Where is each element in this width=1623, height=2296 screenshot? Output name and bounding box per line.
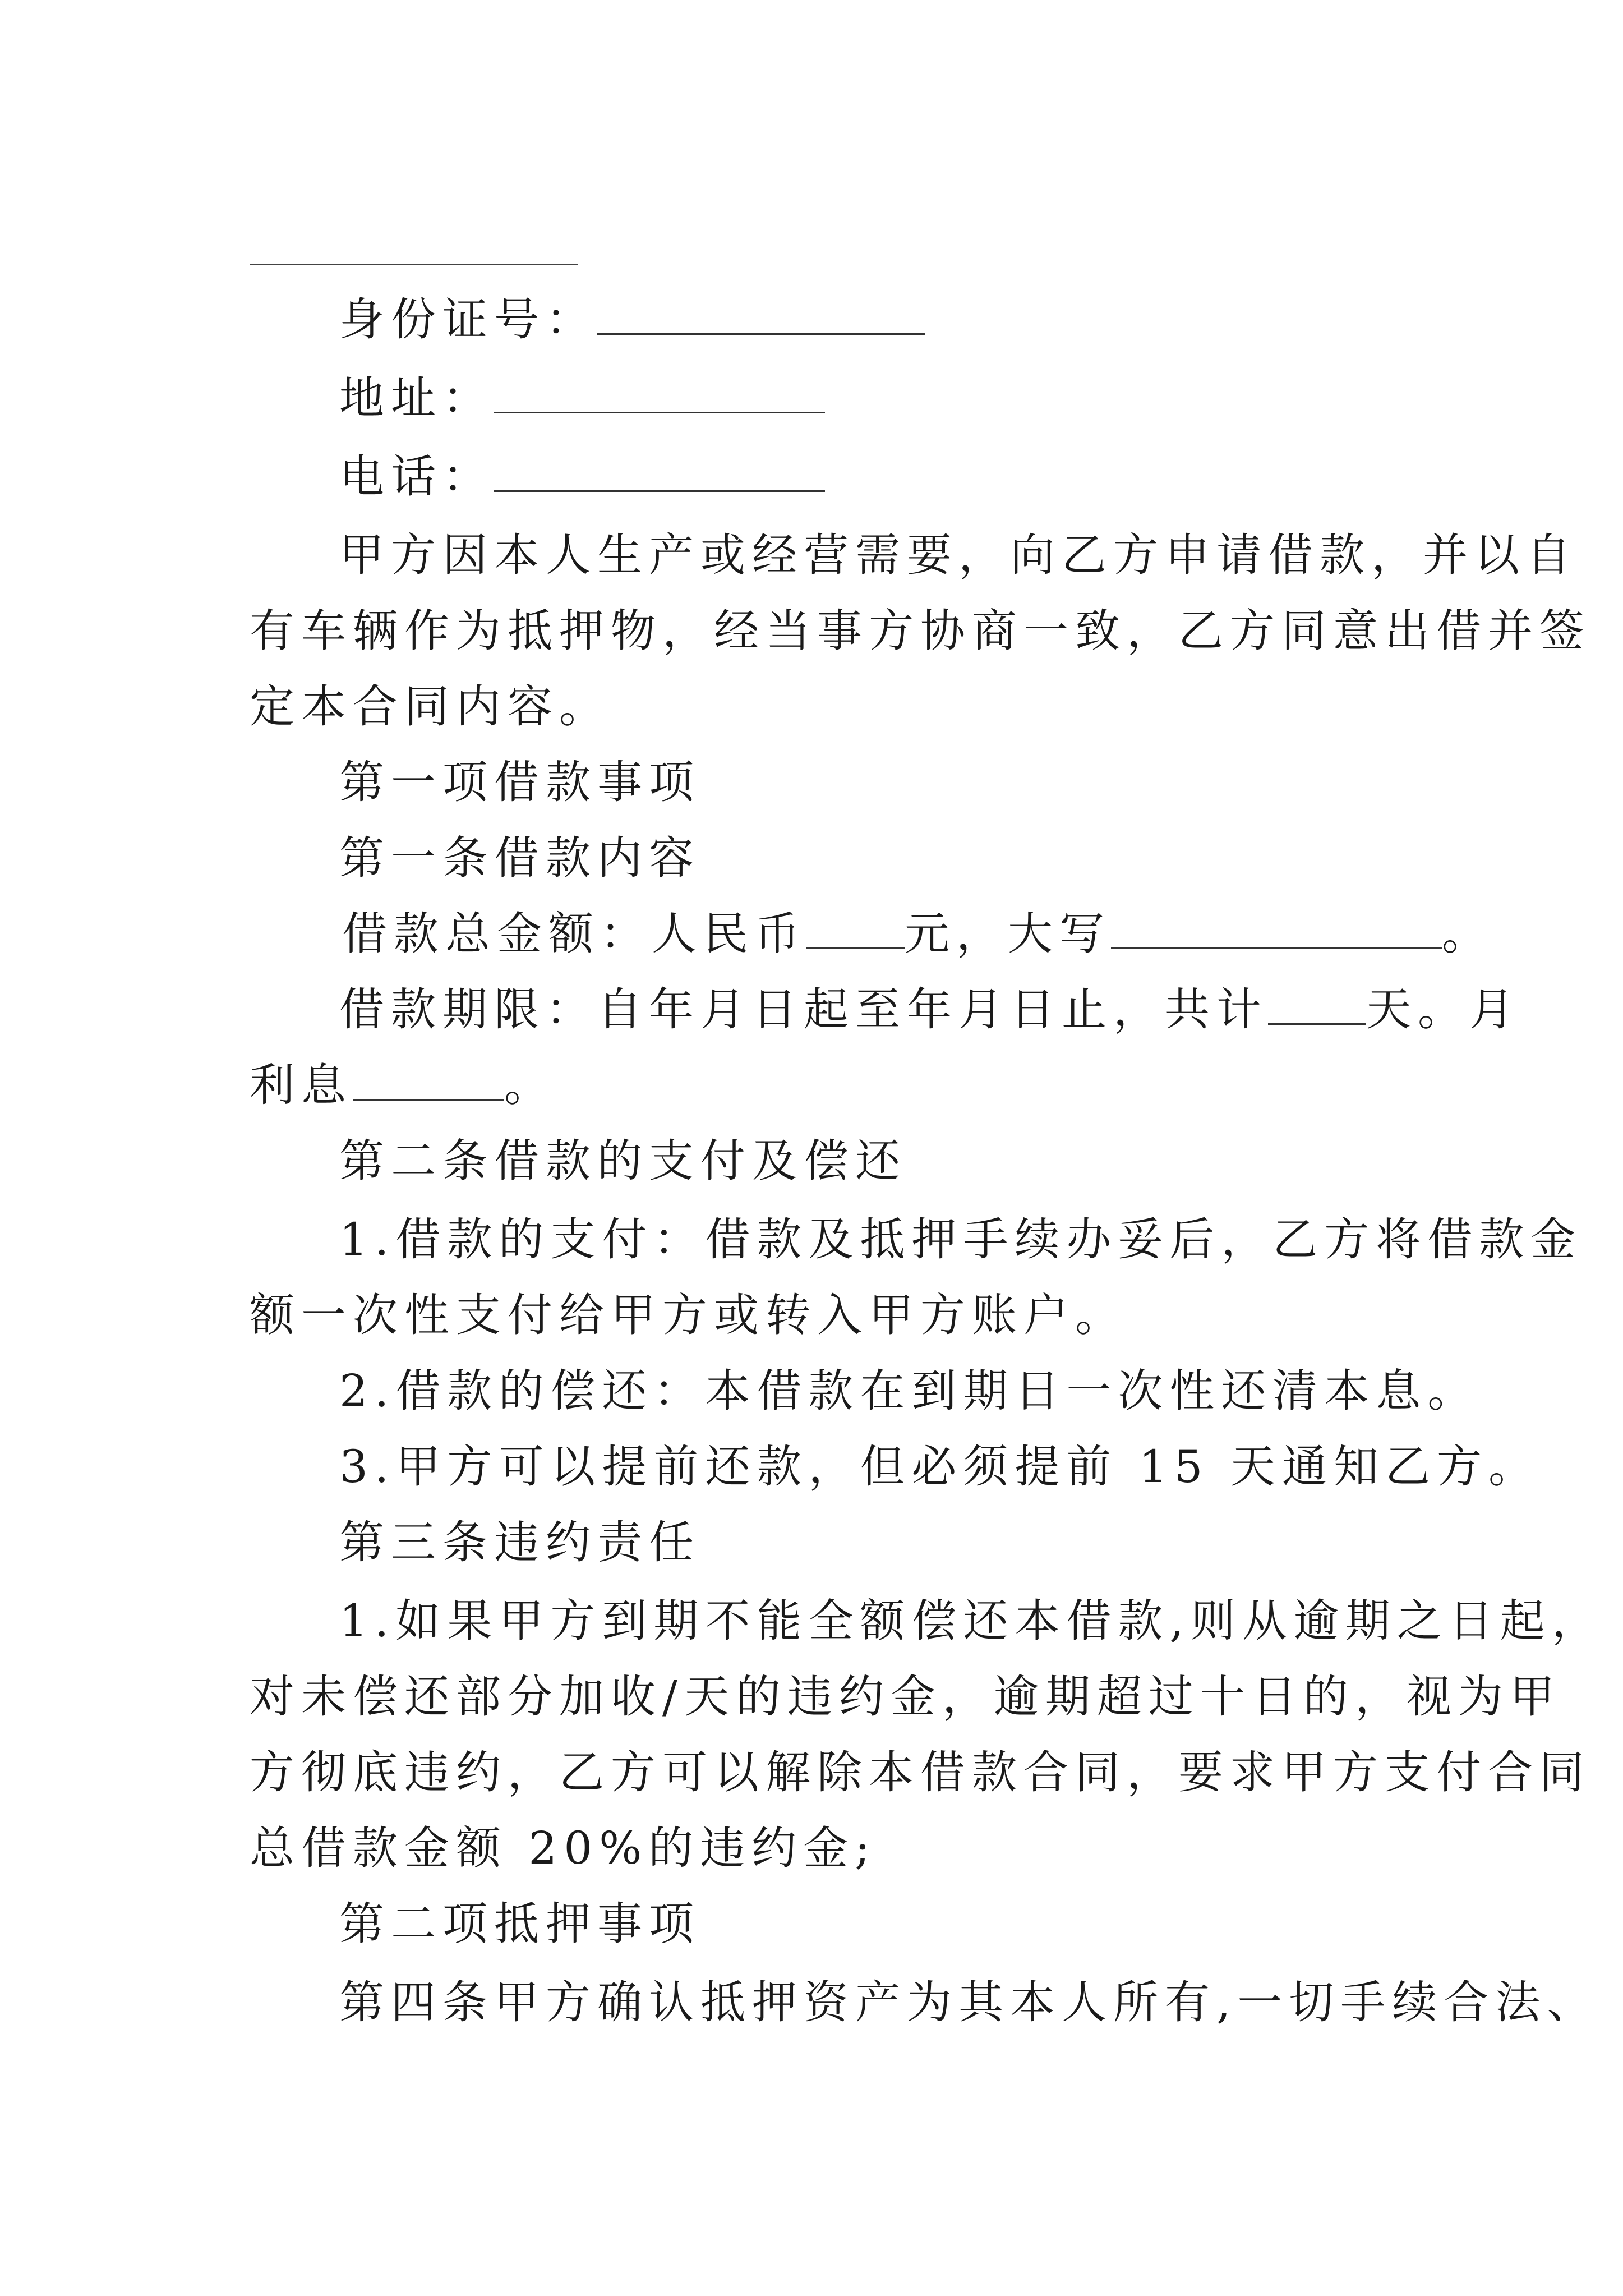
blank-line-top — [250, 264, 578, 265]
id-number-label: 身份证号： — [339, 293, 597, 346]
interest-label: 利息 — [250, 1059, 353, 1111]
id-number-line — [339, 292, 925, 348]
art2-p1-line-2: 额一次性支付给甲方或转入甲方账户。 — [250, 1289, 1127, 1341]
intro-line-2: 有车辆作为抵押物，经当事方协商一致，乙方同意出借并签 — [250, 605, 1591, 657]
days-blank — [1268, 984, 1366, 1025]
address-line — [339, 370, 825, 426]
art2-p3: 3.甲方可以提前还款，但必须提前 15 天通知乙方。 — [339, 1441, 1540, 1493]
interest-end: 。 — [504, 1059, 556, 1111]
item1-title: 第一项借款事项 — [339, 756, 700, 808]
art3-p1-line-3: 方彻底违约，乙方可以解除本借款合同，要求甲方支付合同 — [250, 1746, 1591, 1798]
phone-line — [339, 449, 825, 505]
loan-amount-line — [342, 906, 1493, 962]
art3-p1-line-1: 1.如果甲方到期不能全额偿还本借款,则从逾期之日起， — [339, 1595, 1603, 1647]
amount-mid: 元，大写 — [905, 908, 1111, 960]
interest-blank — [353, 1060, 504, 1101]
interest-line — [250, 1057, 556, 1114]
phone-label: 电话： — [339, 450, 494, 503]
loan-term-label: 借款期限：自年月日起至年月日止，共计 — [339, 983, 1268, 1036]
amount-end: 。 — [1442, 908, 1493, 960]
amount-blank — [806, 908, 905, 949]
art2-title: 第二条借款的支付及偿还 — [339, 1135, 907, 1187]
term-mid: 天。月 — [1366, 983, 1521, 1036]
art1-title: 第一条借款内容 — [339, 832, 700, 884]
art3-p1-line-4: 总借款金额 20%的违约金; — [250, 1822, 877, 1874]
address-label: 地址： — [339, 372, 494, 424]
intro-line-3: 定本合同内容。 — [250, 680, 611, 733]
id-number-blank — [597, 294, 925, 335]
phone-blank — [494, 451, 825, 492]
art4-line-1: 第四条甲方确认抵押资产为其本人所有,一切手续合法、 — [339, 1976, 1599, 2028]
address-blank — [494, 372, 825, 413]
art2-p2: 2.借款的偿还：本借款在到期日一次性还清本息。 — [339, 1365, 1479, 1417]
loan-term-line — [339, 982, 1521, 1038]
intro-line-1: 甲方因本人生产或经营需要，向乙方申请借款，并以自 — [339, 529, 1578, 581]
art3-title: 第三条违约责任 — [339, 1516, 700, 1568]
item2-title: 第二项抵押事项 — [339, 1898, 700, 1950]
amount-words-blank — [1111, 908, 1442, 949]
loan-amount-label: 借款总金额：人民币 — [342, 908, 806, 960]
art2-p1-line-1: 1.借款的支付：借款及抵押手续办妥后，乙方将借款金 — [339, 1213, 1583, 1266]
art3-p1-line-2: 对未偿还部分加收/天的违约金，逾期超过十日的，视为甲 — [250, 1671, 1561, 1723]
